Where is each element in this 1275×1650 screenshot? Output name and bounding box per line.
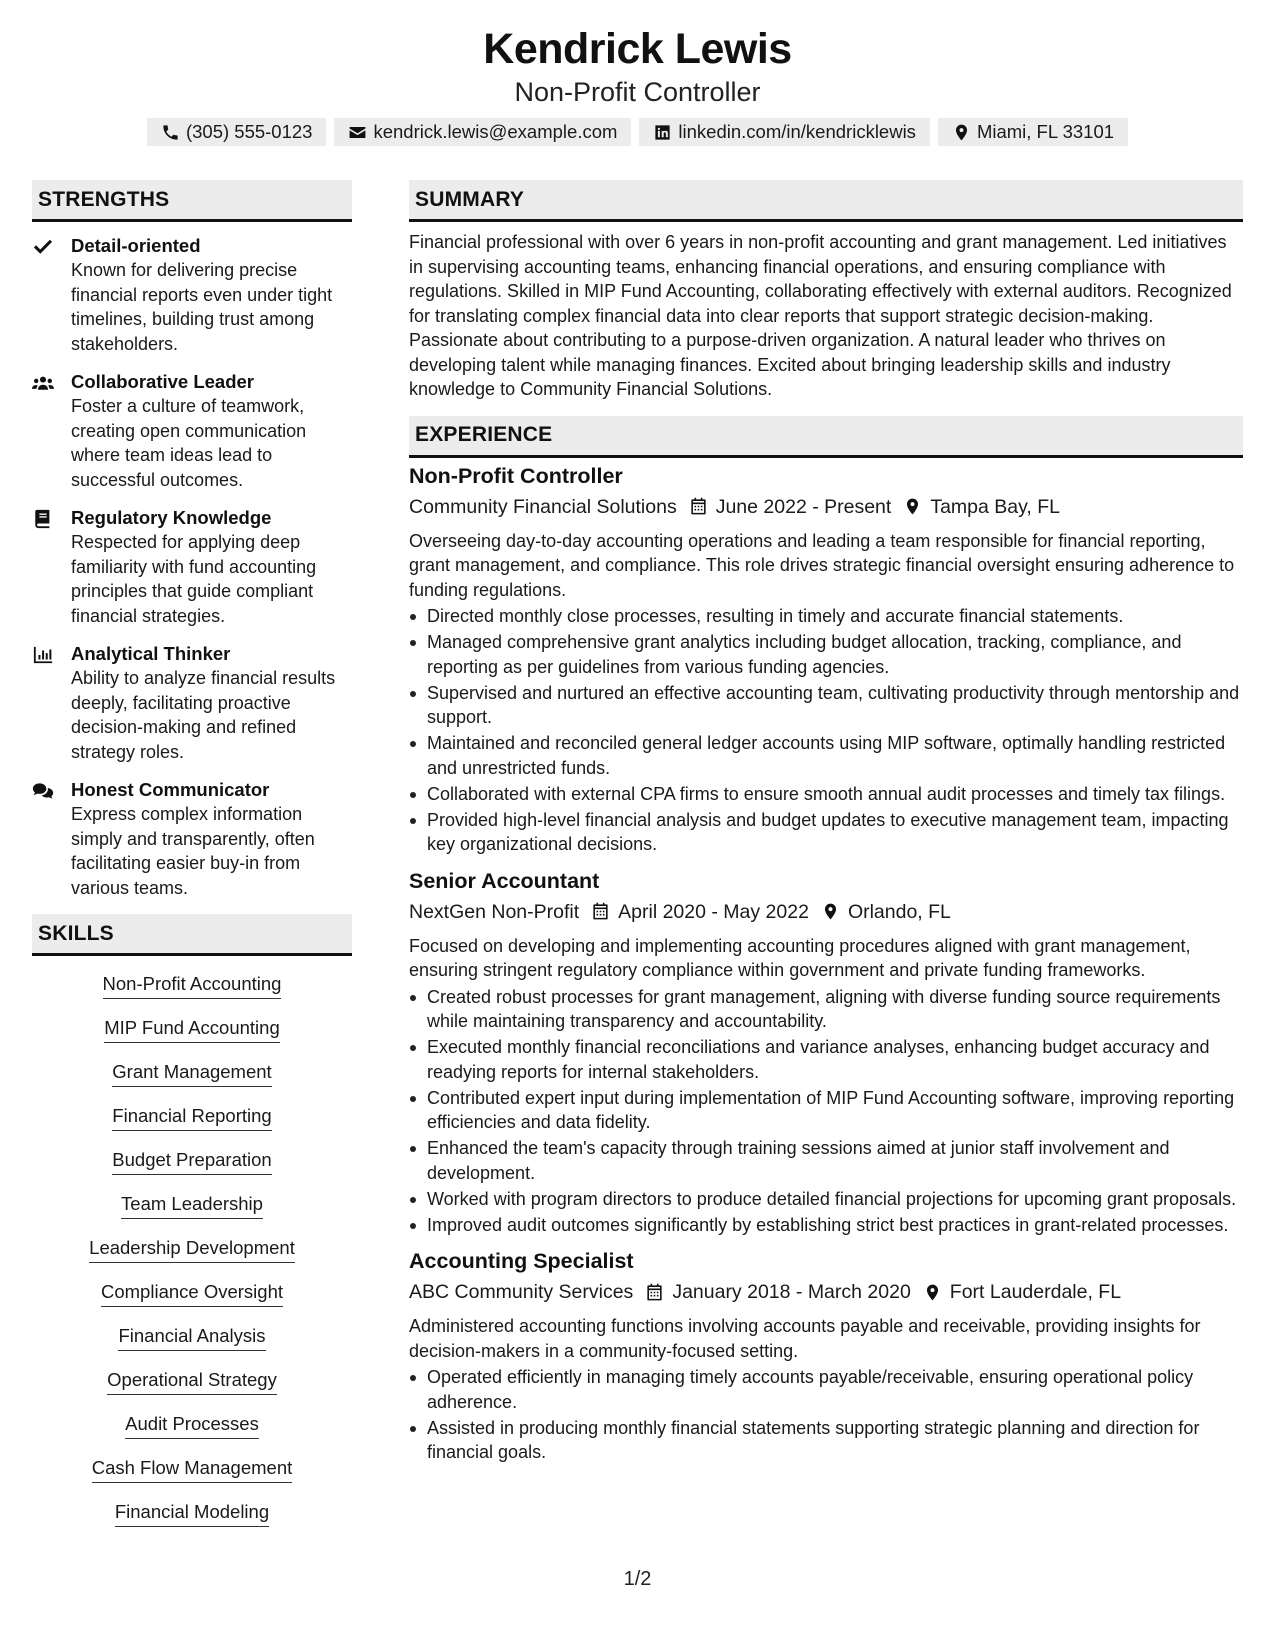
job-bullet: Assisted in producing monthly financial statements supporting strategic planning and direction for financial goals. [409, 1416, 1243, 1465]
job-bullets [409, 1365, 1243, 1465]
linkedin-icon [653, 123, 672, 142]
job-bullet: Executed monthly financial reconciliations and variance analyses, enhancing budget accuracy and readying reports for internal stakeholders. [409, 1035, 1243, 1084]
skill-item: Budget Preparation [112, 1147, 271, 1175]
users-icon [32, 373, 54, 393]
job-meta [409, 1278, 1243, 1306]
job-company: NextGen Non-Profit [409, 900, 580, 923]
contact-email[interactable] [334, 118, 631, 146]
contact-email-text: kendrick.lewis@example.com [373, 121, 618, 142]
strength-desc: Foster a culture of teamwork, creating open communication where team ideas lead to successful outcomes. [71, 396, 307, 490]
job-bullet: Created robust processes for grant management, aligning with diverse funding source requirements while maintaining transparency and accountability. [409, 985, 1243, 1034]
resume-header [0, 22, 1275, 146]
right-column [409, 180, 1243, 1466]
candidate-name: Kendrick Lewis [483, 25, 792, 73]
strength-desc: Express complex information simply and transparently, often facilitating easier buy-in from various teams. [71, 804, 315, 898]
job-bullet: Contributed expert input during implementation of MIP Fund Accounting software, improving reporting efficiencies and data fidelity. [409, 1086, 1243, 1135]
skill-item: MIP Fund Accounting [104, 1015, 280, 1043]
map-pin-icon [923, 1283, 942, 1302]
map-pin-icon [821, 902, 840, 921]
job-bullet: Improved audit outcomes significantly by establishing strict best practices in grant-related processes. [409, 1213, 1243, 1238]
candidate-role: Non-Profit Controller [514, 77, 761, 107]
strength-item [32, 778, 352, 900]
strengths-list [32, 234, 352, 900]
job-company: ABC Community Services [409, 1281, 634, 1303]
contact-linkedin-text: linkedin.com/in/kendricklewis [678, 121, 916, 142]
job-bullet: Provided high-level financial analysis and budget updates to executive management team, impacting key organizational decisions. [409, 808, 1243, 857]
job-dates: June 2022 - Present [715, 495, 892, 518]
job-bullets [409, 604, 1243, 857]
strengths-heading: STRENGTHS [32, 180, 352, 222]
job-entry [409, 462, 1243, 857]
skills-list [32, 971, 352, 1543]
job-bullet: Enhanced the team's capacity through training sessions aimed at junior staff involvement and development. [409, 1136, 1243, 1185]
phone-icon [161, 123, 180, 142]
strength-desc: Respected for applying deep familiarity with fund accounting principles that guide compliant financial strategies. [71, 532, 317, 626]
skill-item: Operational Strategy [107, 1367, 277, 1395]
strength-item [32, 642, 352, 764]
strength-title: Regulatory Knowledge [71, 507, 272, 528]
job-meta [409, 493, 1243, 521]
job-dates: January 2018 - March 2020 [672, 1281, 911, 1303]
strength-item [32, 506, 352, 628]
skill-item: Leadership Development [89, 1235, 295, 1263]
strength-title: Analytical Thinker [71, 643, 231, 664]
job-bullet: Supervised and nurtured an effective accounting team, cultivating productivity through mentorship and support. [409, 681, 1243, 730]
calendar-icon [645, 1283, 664, 1302]
contact-location [938, 118, 1128, 146]
job-entry [409, 867, 1243, 1238]
calendar-icon [689, 497, 708, 516]
summary-heading: SUMMARY [409, 180, 1243, 222]
map-pin-icon [952, 123, 971, 142]
job-title: Non-Profit Controller [409, 463, 623, 488]
left-column [32, 180, 352, 1543]
skill-item: Compliance Oversight [101, 1279, 283, 1307]
job-location: Orlando, FL [847, 900, 951, 923]
contact-phone-text: (305) 555-0123 [185, 121, 313, 142]
job-bullet: Managed comprehensive grant analytics including budget allocation, tracking, compliance, and reporting as per guidelines from various funding agencies. [409, 630, 1243, 679]
strength-title: Honest Communicator [71, 779, 270, 800]
skill-item: Non-Profit Accounting [103, 971, 282, 999]
strength-title: Collaborative Leader [71, 371, 255, 392]
job-entry [409, 1247, 1243, 1465]
job-bullet: Maintained and reconciled general ledger accounts using MIP software, optimally handling restricted and unrestricted funds. [409, 731, 1243, 780]
job-title: Senior Accountant [409, 868, 600, 893]
contact-phone[interactable] [147, 118, 327, 146]
job-company: Community Financial Solutions [409, 495, 677, 518]
job-description: Overseeing day-to-day accounting operations and leading a team responsible for financial reporting, grant management, and compliance. This role drives strategic financial oversight ensuring adherence to funding regulations. [409, 530, 1235, 600]
map-pin-icon [903, 497, 922, 516]
job-bullet: Collaborated with external CPA firms to ensure smooth annual audit processes and timely tax filings. [409, 782, 1243, 807]
skill-item: Financial Modeling [115, 1499, 269, 1527]
skill-item: Cash Flow Management [92, 1455, 293, 1483]
job-meta [409, 898, 1243, 926]
job-description: Focused on developing and implementing accounting procedures aligned with grant management, ensuring stringent regulatory compliance within government and private funding frameworks. [409, 935, 1191, 980]
job-bullets [409, 985, 1243, 1238]
job-location: Fort Lauderdale, FL [949, 1281, 1122, 1303]
strength-title: Detail-oriented [71, 235, 201, 256]
contact-location-text: Miami, FL 33101 [976, 121, 1115, 142]
job-dates: April 2020 - May 2022 [618, 900, 809, 923]
skill-item: Audit Processes [125, 1411, 259, 1439]
strength-desc: Known for delivering precise financial reports even under tight timelines, building trust among stakeholders. [71, 260, 333, 354]
comments-icon [32, 781, 54, 801]
skill-item: Team Leadership [121, 1191, 263, 1219]
job-bullet: Directed monthly close processes, resulting in timely and accurate financial statements. [409, 604, 1243, 629]
envelope-icon [348, 123, 367, 142]
page-number: 1/2 [623, 1568, 652, 1590]
job-title: Accounting Specialist [409, 1249, 634, 1273]
calendar-icon [591, 902, 610, 921]
strength-item [32, 234, 352, 356]
strength-desc: Ability to analyze financial results deeply, facilitating proactive decision-making and refined strategy roles. [71, 668, 336, 762]
strength-item [32, 370, 352, 492]
summary-text: Financial professional with over 6 years in non-profit accounting and grant management. Led initiatives in supervising accounting teams, enhancing financial operations, and ensuring compliance with regulations. Skilled in MIP Fund Accounting, collaborating effectively with external auditors. Recognized for translating complex financial data into clear reports that support strategic decision-making. Passionate about contributing to a purpose-driven organization. A natural leader who thrives on developing talent while managing finances. Excited about bringing leadership skills and industry knowledge to Community Financial Solutions. [409, 232, 1232, 399]
skill-item: Grant Management [112, 1059, 271, 1087]
job-bullet: Worked with program directors to produce detailed financial projections for upcoming grant proposals. [409, 1187, 1243, 1212]
job-bullet: Operated efficiently in managing timely accounts payable/receivable, ensuring operational policy adherence. [409, 1365, 1243, 1414]
check-icon [32, 237, 54, 257]
contact-bar [0, 118, 1275, 146]
contact-linkedin[interactable] [639, 118, 930, 146]
book-icon [32, 509, 54, 529]
skill-item: Financial Reporting [112, 1103, 271, 1131]
job-location: Tampa Bay, FL [930, 495, 1061, 518]
skill-item: Financial Analysis [118, 1323, 265, 1351]
experience-heading: EXPERIENCE [409, 416, 1243, 458]
job-description: Administered accounting functions involving accounts payable and receivable, providing insights for decision-makers in a community-focused setting. [409, 1316, 1201, 1361]
skills-heading: SKILLS [32, 914, 352, 956]
bar-chart-icon [32, 645, 54, 665]
